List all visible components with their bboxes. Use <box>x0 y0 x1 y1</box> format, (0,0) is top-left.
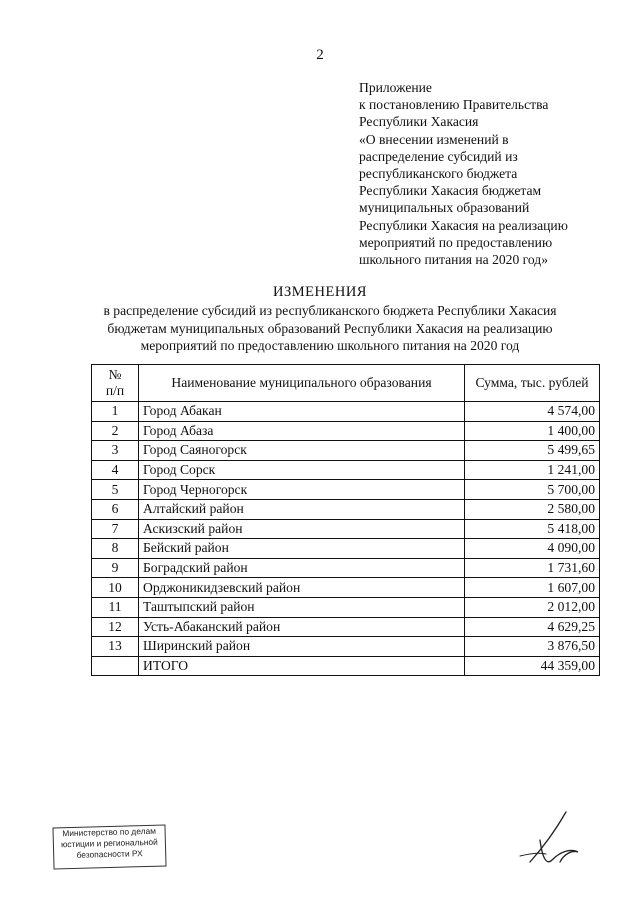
appendix-line: Республики Хакасия <box>359 114 479 130</box>
row-sum: 1 241,00 <box>465 460 600 480</box>
row-name: Боградский район <box>139 558 465 578</box>
row-name: Город Саяногорск <box>139 441 465 461</box>
appendix-line: Приложение <box>359 80 432 95</box>
appendix-line: школьного питания на 2020 год» <box>359 252 549 268</box>
table-row <box>92 441 600 461</box>
row-sum: 1 731,60 <box>465 558 600 578</box>
row-sum: 5 700,00 <box>465 480 600 500</box>
page-number: 2 <box>316 47 324 63</box>
row-name: Таштыпский район <box>139 597 465 617</box>
row-number: 1 <box>92 402 139 422</box>
row-sum: 4 574,00 <box>465 402 600 422</box>
row-number: 3 <box>92 441 139 461</box>
row-number: 7 <box>92 519 139 539</box>
table-row <box>92 578 600 598</box>
row-sum: 5 499,65 <box>465 441 600 461</box>
row-name: Аскизский район <box>139 519 465 539</box>
table-row <box>92 421 600 441</box>
table-row <box>92 539 600 559</box>
row-number: 9 <box>92 558 139 578</box>
appendix-line: к постановлению Правительства <box>359 97 549 113</box>
header-sum: Сумма, тыс. рублей <box>465 365 600 402</box>
row-name: Ширинский район <box>139 637 465 657</box>
document-subtitle <box>80 302 580 355</box>
stamp-line: Министерство по делам <box>62 825 157 839</box>
row-name: Бейский район <box>139 539 465 559</box>
row-sum: 4 090,00 <box>465 539 600 559</box>
appendix-header <box>359 79 609 268</box>
table-total-row <box>92 656 600 676</box>
signature-mark <box>512 810 582 870</box>
row-number: 5 <box>92 480 139 500</box>
header-number-sign: № <box>108 367 122 382</box>
table-row <box>92 597 600 617</box>
table-header-row <box>92 365 600 402</box>
row-sum: 2 580,00 <box>465 499 600 519</box>
row-sum: 2 012,00 <box>465 597 600 617</box>
total-label: ИТОГО <box>139 656 465 676</box>
appendix-line: Республики Хакасия бюджетам <box>359 183 542 199</box>
row-name: Алтайский район <box>139 499 465 519</box>
header-number-abbr: п/п <box>105 383 125 398</box>
appendix-line: мероприятий по предоставлению <box>359 234 553 250</box>
subtitle-line: мероприятий по предоставлению школьного питания на 2020 год <box>140 338 520 353</box>
row-number: 4 <box>92 460 139 480</box>
table-row <box>92 402 600 422</box>
stamp-line: юстиции и региональной <box>60 836 158 850</box>
appendix-line: муниципальных образований <box>359 200 530 216</box>
row-number: 2 <box>92 421 139 441</box>
stamp-line: безопасности РХ <box>76 848 143 860</box>
row-name: Город Абаза <box>139 421 465 441</box>
subsidy-table <box>91 364 600 676</box>
subtitle-line: в распределение субсидий из республиканского бюджета Республики Хакасия <box>103 303 557 318</box>
row-sum: 3 876,50 <box>465 637 600 657</box>
header-name: Наименование муниципального образования <box>139 365 465 402</box>
row-sum: 1 607,00 <box>465 578 600 598</box>
table-row <box>92 617 600 637</box>
appendix-line: республиканского бюджета <box>359 166 518 182</box>
row-number: 10 <box>92 578 139 598</box>
row-name: Орджоникидзевский район <box>139 578 465 598</box>
table-row <box>92 460 600 480</box>
row-name: Город Абакан <box>139 402 465 422</box>
appendix-line: «О внесении изменений в <box>359 131 509 147</box>
subtitle-line: бюджетам муниципальных образований Республики Хакасия на реализацию <box>107 320 553 336</box>
table-row <box>92 480 600 500</box>
row-name: Город Сорск <box>139 460 465 480</box>
row-number: 13 <box>92 637 139 657</box>
row-sum: 1 400,00 <box>465 421 600 441</box>
header-number <box>92 365 139 402</box>
table-row <box>92 637 600 657</box>
row-number: 11 <box>92 597 139 617</box>
row-number: 12 <box>92 617 139 637</box>
total-number <box>92 656 139 676</box>
appendix-line: Республики Хакасия на реализацию <box>359 217 568 233</box>
row-name: Усть-Абаканский район <box>139 617 465 637</box>
row-number: 8 <box>92 539 139 559</box>
ministry-stamp <box>52 825 166 870</box>
row-sum: 4 629,25 <box>465 617 600 637</box>
row-number: 6 <box>92 499 139 519</box>
table-row <box>92 519 600 539</box>
total-sum: 44 359,00 <box>465 656 600 676</box>
row-name: Город Черногорск <box>139 480 465 500</box>
row-sum: 5 418,00 <box>465 519 600 539</box>
table-row <box>92 558 600 578</box>
appendix-line: распределение субсидий из <box>359 148 518 164</box>
document-title: ИЗМЕНЕНИЯ <box>273 284 367 300</box>
table-row <box>92 499 600 519</box>
